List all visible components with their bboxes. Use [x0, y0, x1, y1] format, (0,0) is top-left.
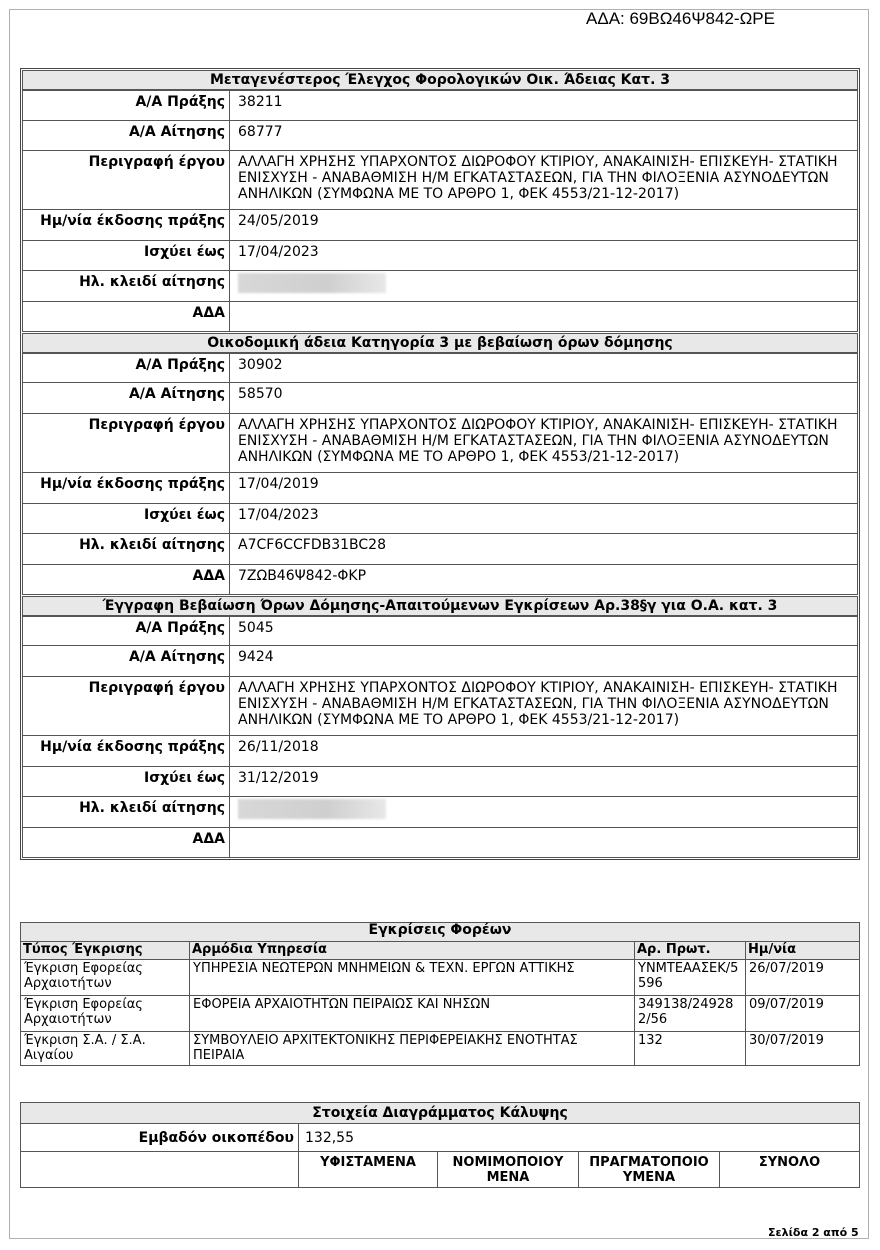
act-section — [22, 70, 858, 332]
ada-value: 7ΖΩΒ46Ψ842-ΦΚΡ — [238, 568, 367, 584]
valid-until-value: 17/04/2023 — [238, 244, 319, 260]
field-label: ΑΔΑ — [23, 565, 230, 594]
document-ada-header: ΑΔΑ: 69ΒΩ46Ψ842-ΩΡΕ — [586, 9, 775, 28]
approvals-block — [20, 922, 860, 1066]
coverage-table — [20, 1102, 860, 1188]
table-cell: ΣΥΜΒΟΥΛΕΙΟ ΑΡΧΙΤΕΚΤΟΝΙΚΗΣ ΠΕΡΙΦΕΡΕΙΑΚΗΣ ΕΝΟΤΗΤΑΣ ΠΕΙΡΑΙΑ — [190, 1032, 635, 1066]
description-value: ΑΛΛΑΓΗ ΧΡΗΣΗΣ ΥΠΑΡΧΟΝΤΟΣ ΔΙΩΡΟΦΟΥ ΚΤΙΡΙΟΥ, ΑΝΑΚΑΙΝΙΣΗ- ΕΠΙΣΚΕΥΗ- ΣΤΑΤΙΚΗ ΕΝΙΣΧΥΣΗ - ΑΝΑΒΑΘΜΙΣΗ Η/Μ ΕΓΚΑΤΑΣΤΑΣΕΩΝ, ΓΙΑ ΤΗΝ ΦΙΛΟΞΕΝΙΑ ΑΣΥΝΟΔΕΥΤΩΝ ΑΝΗΛΙΚΩΝ (ΣΥΜΦΩΝΑ ΜΕ ΤΟ ΑΡΘΡΟ 1, ΦΕΚ 4553/21-12-2017) — [238, 680, 838, 728]
section-title: Μεταγενέστερος Έλεγχος Φορολογικών Οικ. Άδειας Κατ. 3 — [23, 71, 857, 90]
column-header: Ημ/νία — [746, 942, 860, 960]
column-header: Αρ. Πρωτ. — [635, 942, 746, 960]
key-value — [230, 271, 857, 301]
aitisi-value: 9424 — [238, 649, 274, 665]
table-cell: 132 — [635, 1032, 746, 1066]
table-row — [21, 1032, 860, 1066]
table-cell: 26/07/2019 — [746, 960, 860, 996]
act-section — [22, 596, 858, 858]
section-title: Έγγραφη Βεβαίωση Όρων Δόμησης-Απαιτούμενων Εγκρίσεων Αρ.38§γ για Ο.Α. κατ. 3 — [23, 597, 857, 616]
field-label: Ισχύει έως — [23, 767, 230, 796]
ada-value — [230, 828, 857, 857]
coverage-block — [20, 1102, 860, 1188]
field-label: Α/Α Αίτησης — [23, 121, 230, 150]
plot-area-label: Εμβαδόν οικοπέδου — [21, 1124, 299, 1152]
field-label: Ηλ. κλειδί αίτησης — [23, 797, 230, 827]
issue-date-value: 17/04/2019 — [238, 476, 319, 492]
field-label: Ηλ. κλειδί αίτησης — [23, 534, 230, 564]
ada-value — [230, 302, 857, 331]
field-label: Α/Α Πράξης — [23, 354, 230, 382]
praxi-value: 38211 — [238, 94, 283, 110]
issue-date-value: 26/11/2018 — [238, 739, 319, 755]
praxi-value: 30902 — [238, 357, 283, 373]
table-cell: ΥΝΜΤΕΑΑΣΕΚ/5596 — [635, 960, 746, 996]
table-cell: Έγκριση Εφορείας Αρχαιοτήτων — [21, 996, 190, 1032]
issue-date-value: 24/05/2019 — [238, 213, 319, 229]
valid-until-value: 17/04/2023 — [238, 507, 319, 523]
table-cell: Έγκριση Σ.Α. / Σ.Α. Αιγαίου — [21, 1032, 190, 1066]
redacted-key — [238, 799, 386, 819]
act-section — [22, 333, 858, 595]
table-cell: ΕΦΟΡΕΙΑ ΑΡΧΑΙΟΤΗΤΩΝ ΠΕΙΡΑΙΩΣ ΚΑΙ ΝΗΣΩΝ — [190, 996, 635, 1032]
table-cell: 349138/249282/56 — [635, 996, 746, 1032]
field-label: Περιγραφή έργου — [23, 677, 230, 735]
aitisi-value: 68777 — [238, 124, 283, 140]
column-header: ΥΦΙΣΤΑΜΕΝΑ — [299, 1152, 438, 1188]
field-label: Α/Α Αίτησης — [23, 646, 230, 676]
field-label: Περιγραφή έργου — [23, 414, 230, 472]
field-label: ΑΔΑ — [23, 828, 230, 857]
field-label: ΑΔΑ — [23, 302, 230, 331]
column-header: Αρμόδια Υπηρεσία — [190, 942, 635, 960]
approvals-table — [20, 922, 860, 1066]
field-label: Α/Α Πράξης — [23, 91, 230, 120]
praxi-value: 5045 — [238, 620, 274, 636]
field-label: Ηλ. κλειδί αίτησης — [23, 271, 230, 301]
column-header: ΝΟΜΙΜΟΠΟΙΟΥ ΜΕΝΑ — [438, 1152, 579, 1188]
redacted-key — [238, 273, 386, 293]
approvals-title: Εγκρίσεις Φορέων — [21, 923, 860, 942]
description-value: ΑΛΛΑΓΗ ΧΡΗΣΗΣ ΥΠΑΡΧΟΝΤΟΣ ΔΙΩΡΟΦΟΥ ΚΤΙΡΙΟΥ, ΑΝΑΚΑΙΝΙΣΗ- ΕΠΙΣΚΕΥΗ- ΣΤΑΤΙΚΗ ΕΝΙΣΧΥΣΗ - ΑΝΑΒΑΘΜΙΣΗ Η/Μ ΕΓΚΑΤΑΣΤΑΣΕΩΝ, ΓΙΑ ΤΗΝ ΦΙΛΟΞΕΝΙΑ ΑΣΥΝΟΔΕΥΤΩΝ ΑΝΗΛΙΚΩΝ (ΣΥΜΦΩΝΑ ΜΕ ΤΟ ΑΡΘΡΟ 1, ΦΕΚ 4553/21-12-2017) — [238, 417, 838, 465]
field-label: Ημ/νία έκδοσης πράξης — [23, 473, 230, 503]
aitisi-value: 58570 — [238, 386, 283, 402]
page-number: Σελίδα 2 από 5 — [768, 1226, 859, 1239]
table-cell: 30/07/2019 — [746, 1032, 860, 1066]
valid-until-value: 31/12/2019 — [238, 770, 319, 786]
table-row — [21, 996, 860, 1032]
table-cell: Έγκριση Εφορείας Αρχαιοτήτων — [21, 960, 190, 996]
field-label: Περιγραφή έργου — [23, 151, 230, 209]
key-value: A7CF6CCFDB31BC28 — [238, 537, 386, 553]
field-label: Ημ/νία έκδοσης πράξης — [23, 736, 230, 766]
coverage-title: Στοιχεία Διαγράμματος Κάλυψης — [21, 1103, 860, 1124]
column-header: ΣΥΝΟΛΟ — [720, 1152, 860, 1188]
description-value: ΑΛΛΑΓΗ ΧΡΗΣΗΣ ΥΠΑΡΧΟΝΤΟΣ ΔΙΩΡΟΦΟΥ ΚΤΙΡΙΟΥ, ΑΝΑΚΑΙΝΙΣΗ- ΕΠΙΣΚΕΥΗ- ΣΤΑΤΙΚΗ ΕΝΙΣΧΥΣΗ - ΑΝΑΒΑΘΜΙΣΗ Η/Μ ΕΓΚΑΤΑΣΤΑΣΕΩΝ, ΓΙΑ ΤΗΝ ΦΙΛΟΞΕΝΙΑ ΑΣΥΝΟΔΕΥΤΩΝ ΑΝΗΛΙΚΩΝ (ΣΥΜΦΩΝΑ ΜΕ ΤΟ ΑΡΘΡΟ 1, ΦΕΚ 4553/21-12-2017) — [238, 154, 838, 202]
plot-area-value: 132,55 — [299, 1124, 860, 1152]
column-header: ΠΡΑΓΜΑΤΟΠΟΙΟ ΥΜΕΝΑ — [579, 1152, 720, 1188]
table-row — [21, 960, 860, 996]
field-label: Α/Α Αίτησης — [23, 383, 230, 413]
acts-box — [20, 68, 860, 860]
column-header: Τύπος Έγκρισης — [21, 942, 190, 960]
field-label: Ημ/νία έκδοσης πράξης — [23, 210, 230, 240]
section-title: Οικοδομική άδεια Κατηγορία 3 με βεβαίωση όρων δόμησης — [23, 334, 857, 353]
key-value — [230, 797, 857, 827]
table-cell: 09/07/2019 — [746, 996, 860, 1032]
empty-cell — [21, 1152, 299, 1188]
field-label: Ισχύει έως — [23, 241, 230, 270]
field-label: Ισχύει έως — [23, 504, 230, 533]
field-label: Α/Α Πράξης — [23, 617, 230, 645]
table-cell: ΥΠΗΡΕΣΙΑ ΝΕΩΤΕΡΩΝ ΜΝΗΜΕΙΩΝ & ΤΕΧΝ. ΕΡΓΩΝ ΑΤΤΙΚΗΣ — [190, 960, 635, 996]
